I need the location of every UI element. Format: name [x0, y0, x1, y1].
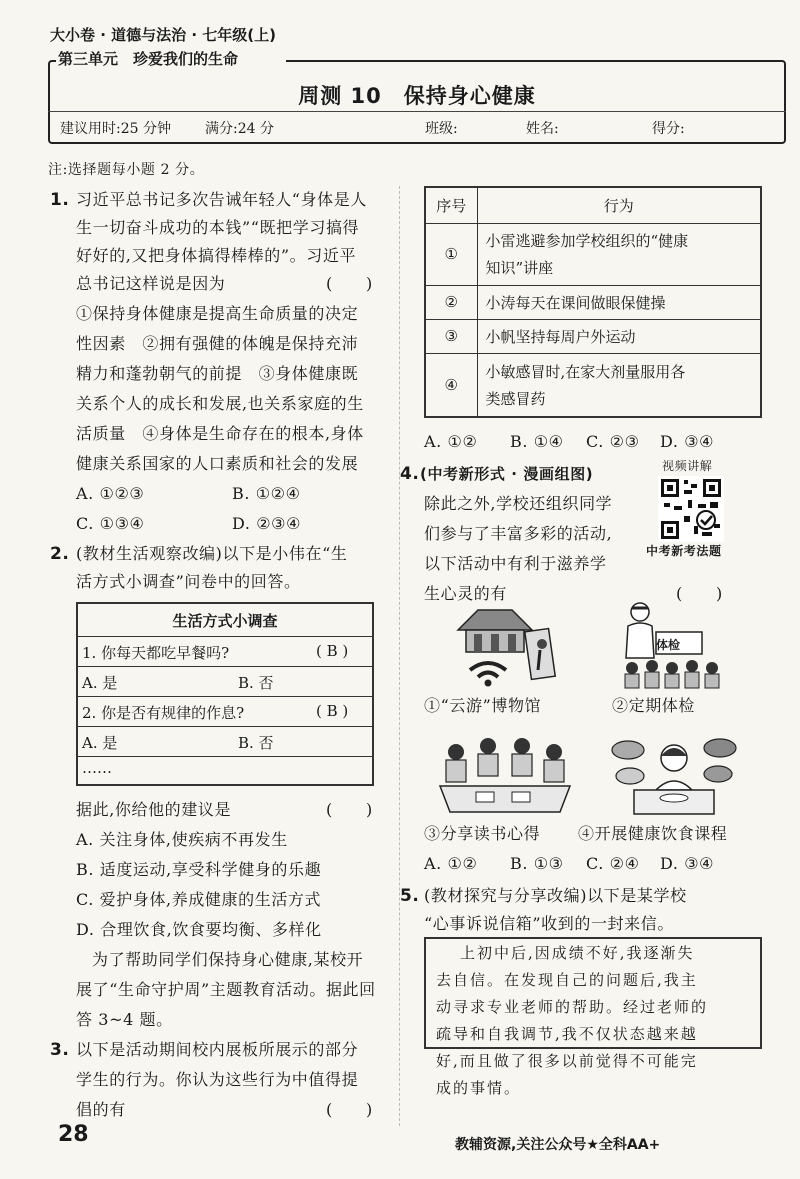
table-row [425, 223, 761, 285]
q1-answer-paren: ( ) [326, 274, 373, 293]
q1-option-d: D. ②③④ [232, 514, 302, 533]
q5-number: 5. [400, 886, 420, 906]
q1-stmt: 健康关系国家的人口素质和社会的发展 [76, 454, 359, 473]
letter-line: 疏导和自我调节,我不仅状态越来越 [436, 1025, 698, 1043]
q3-option-d: D. ③④ [660, 432, 715, 451]
q1-option-b: B. ①②④ [232, 484, 301, 503]
letter-line: 好,而且做了很多以前觉得不可能完 [436, 1052, 698, 1070]
survey-q2-option-b: B. 否 [238, 734, 274, 752]
q2-option-d: D. 合理饮食,饮食要均衡、多样化 [76, 920, 322, 939]
health-check-sign: 体检 [656, 638, 681, 652]
q4-answer-paren: ( ) [676, 584, 723, 603]
q3-answer-paren: ( ) [326, 1100, 373, 1119]
score-field: 得分: [652, 121, 685, 137]
q3-option-b: B. ①④ [510, 432, 564, 451]
q2-option-c: C. 爱护身体,养成健康的生活方式 [76, 890, 322, 909]
behavior-text: 知识”讲座 [485, 259, 554, 277]
survey-title: 生活方式小调查 [172, 612, 278, 630]
q1-line: 总书记这样说是因为 [76, 274, 226, 293]
q1-line: 生一切奋斗成功的本钱”“既把学习搞得 [76, 218, 360, 237]
caption-health-check: ②定期体检 [612, 696, 696, 715]
letter-line: 去自信。在发现自己的问题后,我主 [436, 971, 698, 989]
suggested-time: 建议用时:25 分钟 [60, 121, 171, 137]
q3-line: 倡的有 [76, 1100, 126, 1119]
intro-line: 为了帮助同学们保持身心健康,某校开 [92, 950, 364, 969]
name-field: 姓名: [526, 121, 559, 137]
q1-line: 好好的,又把身体搞得棒棒的”。习近平 [76, 246, 357, 265]
survey-q2: 2. 你是否有规律的作息? [82, 704, 245, 722]
page-number: 28 [58, 1122, 89, 1147]
q2-line: (教材生活观察改编)以下是小伟在“生 [76, 544, 348, 563]
table-header-behavior: 行为 [477, 187, 761, 223]
q2-option-a: A. 关注身体,使疾病不再发生 [76, 830, 288, 849]
q3-line: 以下是活动期间校内展板所展示的部分 [76, 1040, 359, 1059]
header-divider [48, 111, 786, 112]
q2-answer-paren: ( ) [326, 800, 373, 819]
qr-code-icon[interactable] [658, 476, 724, 542]
survey-q2-option-a: A. 是 [82, 734, 118, 752]
behavior-text: 小雷逃避参加学校组织的“健康 [485, 232, 689, 250]
intro-line: 展了“生命守护周”主题教育活动。据此回 [76, 980, 376, 999]
survey-ellipsis: …… [82, 759, 112, 777]
q4-line: 生心灵的有 [424, 584, 508, 603]
q1-stmt: ①保持身体健康是提高生命质量的决定 [76, 304, 359, 323]
survey-box [76, 602, 374, 786]
caption-reading-share: ③分享读书心得 [424, 824, 541, 843]
q3-line: 学生的行为。你认为这些行为中值得提 [76, 1070, 359, 1089]
table-cell-behavior [477, 223, 761, 285]
qr-caption: 中考新考法题 [646, 544, 722, 558]
q4-option-c: C. ②④ [586, 854, 640, 873]
healthy-diet-illustration [604, 728, 744, 818]
reading-share-illustration [430, 730, 580, 818]
q4-option-d: D. ③④ [660, 854, 715, 873]
column-divider [399, 186, 400, 1126]
q4-option-a: A. ①② [424, 854, 478, 873]
behavior-text: 类感冒药 [485, 389, 546, 408]
survey-q1: 1. 你每天都吃早餐吗? [82, 644, 230, 662]
table-cell-behavior [477, 353, 761, 417]
table-cell-index: ③ [425, 319, 477, 353]
q4-line: 以下活动中有利于滋养学 [424, 554, 607, 573]
table-cell-index: ① [425, 223, 477, 285]
survey-q1-option-b: B. 否 [238, 674, 274, 692]
table-row [425, 285, 761, 319]
caption-cloud-museum: ①“云游”博物馆 [424, 696, 542, 715]
intro-line: 答 3~4 题。 [76, 1010, 173, 1029]
q2-ask: 据此,你给他的建议是 [76, 800, 232, 819]
q3-option-a: A. ①② [424, 432, 478, 451]
survey-row [78, 666, 372, 696]
survey-a2: ( B ) [316, 702, 349, 720]
survey-row [78, 726, 372, 756]
table-cell-index: ② [425, 285, 477, 319]
table-header-index: 序号 [425, 187, 477, 223]
q4-tag: (中考新形式 · 漫画组图) [420, 465, 594, 483]
behavior-table [424, 186, 762, 418]
survey-a1: ( B ) [316, 642, 349, 660]
q1-line: 习近平总书记多次告诫年轻人“身体是人 [76, 190, 367, 209]
q4-line: 们参与了丰富多彩的活动, [424, 524, 613, 543]
cloud-museum-illustration [440, 600, 570, 688]
letter-line: 动寻求专业老师的帮助。经过老师的 [436, 998, 709, 1016]
table-cell-behavior: 小帆坚持每周户外运动 [477, 319, 761, 353]
q4-line: 除此之外,学校还组织同学 [424, 494, 613, 513]
behavior-text: 小敏感冒时,在家大剂量服用各 [485, 362, 686, 381]
letter-line: 上初中后,因成绩不好,我逐渐失 [460, 944, 695, 962]
class-field: 班级: [425, 121, 458, 137]
q1-number: 1. [50, 190, 70, 210]
q1-stmt: 关系个人的成长和发展,也关系家庭的生 [76, 394, 364, 413]
q2-number: 2. [50, 544, 70, 564]
survey-q1-option-a: A. 是 [82, 674, 118, 692]
survey-row [78, 696, 372, 726]
caption-healthy-diet: ④开展健康饮食课程 [578, 824, 728, 843]
table-row [425, 319, 761, 353]
q1-stmt: 精力和蓬勃朝气的前提 ③身体健康既 [76, 364, 359, 383]
note: 注:选择题每小题 2 分。 [48, 162, 205, 178]
footer-note: 教辅资源,关注公众号★全科AA+ [455, 1137, 661, 1153]
quiz-title: 周测 10 保持身心健康 [298, 84, 536, 108]
q1-stmt: 活质量 ④身体是生命存在的根本,身体 [76, 424, 364, 443]
table-cell-behavior: 小涛每天在课间做眼保健操 [477, 285, 761, 319]
video-label: 视频讲解 [662, 459, 713, 473]
q2-option-b: B. 适度运动,享受科学健身的乐趣 [76, 860, 322, 879]
survey-row [78, 756, 372, 784]
q4-number: 4. [400, 464, 420, 484]
q2-line: 活方式小调查”问卷中的回答。 [76, 572, 301, 591]
unit-title: 第三单元 珍爱我们的生命 [58, 50, 239, 68]
q3-option-c: C. ②③ [586, 432, 640, 451]
q5-line: “心事诉说信箱”收到的一封来信。 [424, 914, 674, 933]
table-cell-index: ④ [425, 353, 477, 417]
q5-line: (教材探究与分享改编)以下是某学校 [424, 886, 687, 905]
table-row [425, 353, 761, 417]
q3-number: 3. [50, 1040, 70, 1060]
q1-option-a: A. ①②③ [76, 484, 145, 503]
q1-option-c: C. ①③④ [76, 514, 145, 533]
survey-row [78, 636, 372, 666]
full-score: 满分:24 分 [205, 121, 274, 137]
q1-stmt: 性因素 ②拥有强健的体魄是保持充沛 [76, 334, 359, 353]
q4-option-b: B. ①③ [510, 854, 564, 873]
table-header-row [425, 187, 761, 223]
series-label: 大小卷 · 道德与法治 · 七年级(上) [50, 26, 276, 44]
letter-line: 成的事情。 [436, 1079, 522, 1097]
